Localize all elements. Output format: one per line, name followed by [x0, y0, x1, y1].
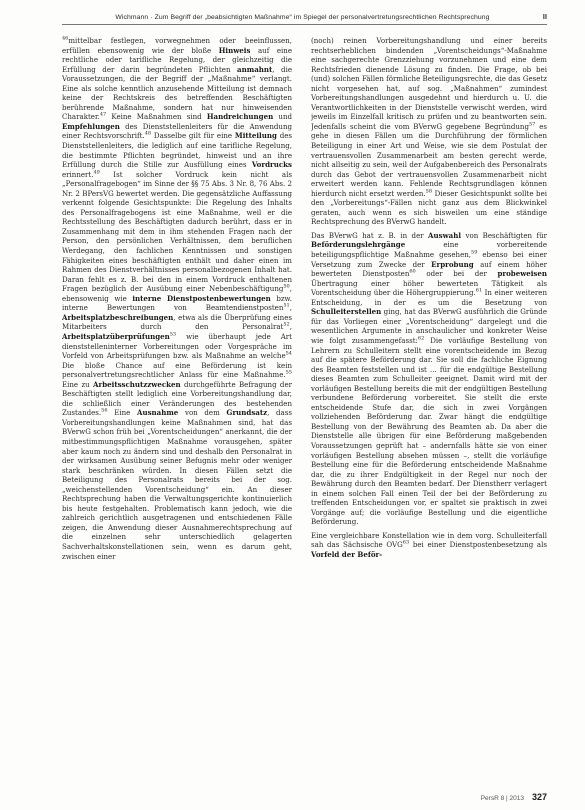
emphasized-term: Empfehlungen [62, 121, 120, 131]
footnote-marker: 53 [169, 331, 177, 338]
emphasized-term: Schulleiterstellen [311, 307, 382, 317]
right-column [311, 36, 547, 789]
emphasized-term: Handreichungen [206, 112, 274, 122]
right-column-paragraph-2: Das BVerwG hat z. B. in der Auswahl von Beschäftigten für Beförderungslehrgänge eine vorbereitende beteiligungspflichtige Maßnahme gesehen,$^{59}$ ebenso bei einer Versetzung zum Zwecke der Erprobung auf einem höher bewerteten Dienstposten$^{60}$ oder bei der probeweisen Übertragung einer höher bewerteten Tätigkeit als Vorentscheidung über die Höhergruppierung.$^{61}$ In einer weiteren Entscheidung, in der es um die Besetzung von Schulleiterstellen ging, hat das BVerwG ausführlich die Gründe für das Vorliegen einer „Vorentscheidung“ dargelegt und die wesentlichen Argumente in anschaulicher und konkreter Weise wie folgt zusammengefasst:$^{62}$ Die vorläufige Bestellung von Lehrern zu Schulleitern stellt eine vorentscheidende im Bezug auf die spätere Beförderung dar. Sie soll die fachliche Eignung des Beamten feststellen und ist ... für die endgültige Bestellung dieses Beamten zum Schulleiter geeignet. Damit wird mit der vorläufigen Bestellung bereits die mit der endgültigen Bestellung verbundene Beförderung vorbereitet. Sie stellt die erste entscheidende Stufe dar, die sich in zwei Vorgängen vollziehenden Beförderung dar. Zwar hängt die endgültige Bestellung von der Bewährung des Beamten ab. Da aber die Dienststelle alle übrigen für eine Beförderung maßgebenden Voraussetzungen geprüft hat – andernfalls hätte sie von einer vorläufigen Bestellung absehen müssen –, stellt die vorläufige Bestellung eine für die Beförderung entscheidende Maßnahme dar, die zu ihrer Endgültigkeit in der Regel nur noch der Bewährung durch den Beamten bedarf. Der Dienstherr verlagert in einem solchen Fall einen Teil der bei der Beförderung zu treffenden Entscheidungen vor, er spaltet sie praktisch in zwei Vorgänge auf; die vorläufige Bestellung und die eigentliche Beförderung. [311, 230, 547, 527]
footnote-marker: 51 [283, 302, 290, 309]
footnote-marker: 61 [475, 287, 483, 294]
right-column-paragraph-1: (noch) reinen Vorbereitungshandlung und einer bereits rechtserheblichen bindenden „Vorentscheidungs“-Maßnahme eine sachgerechte Grenzziehung vorzunehmen und eine dem Rechtsfrieden dienende Lösung zu finden. Die Frage, ob bei (und) solchen Fällen förmliche Beteiligungsrechte, die das Gesetz nicht vorgesehen hat, auf sog. „Maßnahmen“ zumindest Vorbereitungshandlungen ausgedehnt und hierdurch u. U. die Verantwortlichkeiten in der Dienststelle verwischt werden, wird jeweils im Einzelfall kritisch zu prüfen und zu beantworten sein. Jedenfalls scheint die vom BVerwG gegebene Begründung$^{57}$ es gehe in diesen Fällen um die Durchführung der förmlichen Beteiligung in einer Art und Weise, wie sie dem Postulat der vertrauensvollen Zusammenarbeit am besten gerecht werde, nicht allseitig zu sein, weil der Aufgabenbereich des Personalrats durch das Gebot der vertrauensvollen Zusammenarbeit nicht erweitert werden kann. Fehlende Rechtsgrundlagen können hierdurch nicht ersetzt werden.$^{58}$ Dieser Gesichtspunkt sollte bei den „Vorbereitungs“-Fällen nicht ganz aus dem Blickwinkel geraten, auch wenn es sich bisweilen um eine ständige Rechtsprechung des BVerwG handelt. [311, 36, 547, 227]
page-number: 327 [531, 792, 547, 802]
journal-reference: PersR 8 | 2013 [480, 795, 524, 802]
page-footer [481, 792, 547, 802]
emphasized-term: Arbeitsplatzbeschreibungen [62, 312, 174, 322]
footnote-marker: 50 [283, 283, 290, 290]
emphasized-term: interne Dienstpostenbewertungen [132, 293, 271, 303]
footnote-marker: 48 [144, 131, 152, 138]
footnote-marker: 47 [99, 112, 107, 119]
footnote-marker: 60 [409, 268, 416, 275]
footnote-marker: 55 [285, 369, 292, 376]
emphasized-term: Vordrucks [251, 160, 292, 170]
footnote-marker: 62 [417, 335, 425, 342]
footnote-marker: 57 [528, 121, 536, 128]
emphasized-term: probeweisen [497, 269, 547, 279]
right-column-paragraph-3: Eine vergleichbare Konstellation wie in dem vorg. Schulleiterfall sah das Sächsische OVG$^{63}$ bei einer Dienstpostenbesetzung als Vorfeld der Beför- [311, 530, 547, 559]
emphasized-term: Hinweis [218, 45, 251, 55]
footnote-marker: 46 [62, 36, 69, 42]
footnote-marker: 58 [425, 188, 433, 195]
footnote-marker: 59 [471, 249, 478, 256]
emphasized-term: anmahnt [237, 64, 273, 74]
emphasized-term: Arbeitsschutzzwecken [93, 379, 181, 389]
header-page-marker: II [542, 13, 547, 21]
emphasized-term: Vorfeld der Beför- [311, 549, 383, 559]
footnote-marker: 56 [101, 407, 108, 414]
left-column-text: $^{46}$mittelbar festlegen, vorwegnehmen oder beeinflussen, erfüllen ebensowenig wie der bloße Hinweis auf eine rechtliche oder tarifliche Regelung, der gleichzeitig die Erfüllung der darin begründeten Pflichten anmahnt, die Voraussetzungen, die der Begriff der „Maßnahme“ verlangt. Eine als solche kenntlich anzusehende Mitteilung ist demnach keine der Rechtskreis des betreffenden Beschäftigten berührende Maßnahme, sondern hat nur hinweisenden Charakter.$^{47}$ Keine Maßnahmen sind Handreichungen und Empfehlungen des Dienststellenleiters für die Anwendung einer Rechtsvorschrift.$^{48}$ Dasselbe gilt für eine Mitteilung des Dienststellenleiters, die lediglich auf eine tarifliche Regelung, die bestimmte Pflichten begründet, hinweist und an ihre Erfüllung durch die Stille zur Ausfüllung eines Vordrucks erinnert.$^{49}$ Ist solcher Vordruck kein nicht als „Personalfragebogen“ im Sinne der §§ 75 Abs. 3 Nr. 8, 76 Abs. 2 Nr. 2 BPersVG bewertet werden. Die gegensätzliche Auffassung verkennt folgende Gesichtspunkte: Die Regelung des Inhalts des Personalfragebogens ist eine Maßnahme, weil er die Rechtsstellung des Beschäftigten dadurch berührt, dass er in Zusammenhang mit dem in ihm stehenden Fragen nach der Person, den persönlichen Verhältnissen, dem beruflichen Werdegang, den fachlichen Kenntnissen und sonstigen Fähigkeiten eines beschäftigten enthält und daher einen im Rahmen des Dienstverhältnisses personalbezogenen Inhalt hat. Daran fehlt es z. B. bei den in einem Vordruck enthaltenen Fragen bezüglich der Ausübung einer Nebenbeschäftigung$^{50}$, ebensowenig wie interne Dienstpostenbewertungen bzw. interne Bewertungen von Beamtendienstposten$^{51}$, Arbeitsplatzbeschreibungen, etwa als die Überprüfung eines Mitarbeiters durch den Personalrat$^{52}$, Arbeitsplatzüberprüfungen$^{53}$ wie überhaupt jede Art dienststelleninterner Vorbereitungen oder Vorgespräche im Vorfeld von Arbeitsprüfungen bzw. als Maßnahme an welche$^{54}$ Die bloße Chance auf eine Beförderung ist kein personalvertretungsrechtlicher Anlass für eine Maßnahme.$^{55}$ Eine zu Arbeitsschutzzwecken durchgeführte Befragung der Beschäftigten stellt lediglich eine Vorbereitungshandlung dar, die schließlich einer Veränderungen des bestehenden Zustandes.$^{56}$ Eine Ausnahme von dem Grundsatz, dass Vorbereitungshandlungen keine Maßnahmen sind, hat das BVerwG schon früh bei „Vorentscheidungen“ anerkannt, die der mitbestimmungspflichtigen Maßnahme vorausgehen, später aber kaum noch zu ändern sind und deshalb den Personalrat in der wirksamen Ausübung seiner Befugnis mehr oder weniger stark beschränken würden. In diesen Fällen setzt die Beteiligung des Personalrats bereits bei der sog. „weichenstellenden Vorentscheidung“ ein. An dieser Rechtsprechung haben die Verwaltungsgerichte kontinuierlich bis heute festgehalten. Problematisch kann jedoch, wie die zahlreich gerichtlich ausgetragenen und entschiedenen Fälle zeigen, die Anwendung dieser Ausnahmerechtsprechung auf die einzelnen sehr unterschiedlich gelagerten Sachverhaltskonstellationen sein, wenn es darum geht, zwischen einer [62, 36, 292, 561]
footnote-marker: 52 [283, 322, 290, 329]
running-header [62, 10, 547, 25]
emphasized-term: Erprobung [431, 259, 474, 269]
emphasized-term: Beförderungslehrgänge [311, 240, 406, 250]
emphasized-term: Grundsatz [226, 408, 268, 418]
emphasized-term: Arbeitsplatzüberprüfungen [62, 331, 170, 341]
footnote-marker: 54 [285, 350, 292, 357]
emphasized-term: Ausnahme [136, 408, 179, 418]
header-title: Wichmann · Zum Begriff der „beabsichtigten Maßnahme“ im Spiegel der personalvertretungsrechtlichen Rechtsprechung [115, 13, 490, 21]
left-column [62, 36, 292, 789]
footnote-marker: 63 [402, 540, 410, 547]
footnote-marker: 49 [93, 169, 100, 176]
emphasized-term: Mitteilung [234, 131, 277, 141]
emphasized-term: Auswahl [428, 230, 462, 240]
